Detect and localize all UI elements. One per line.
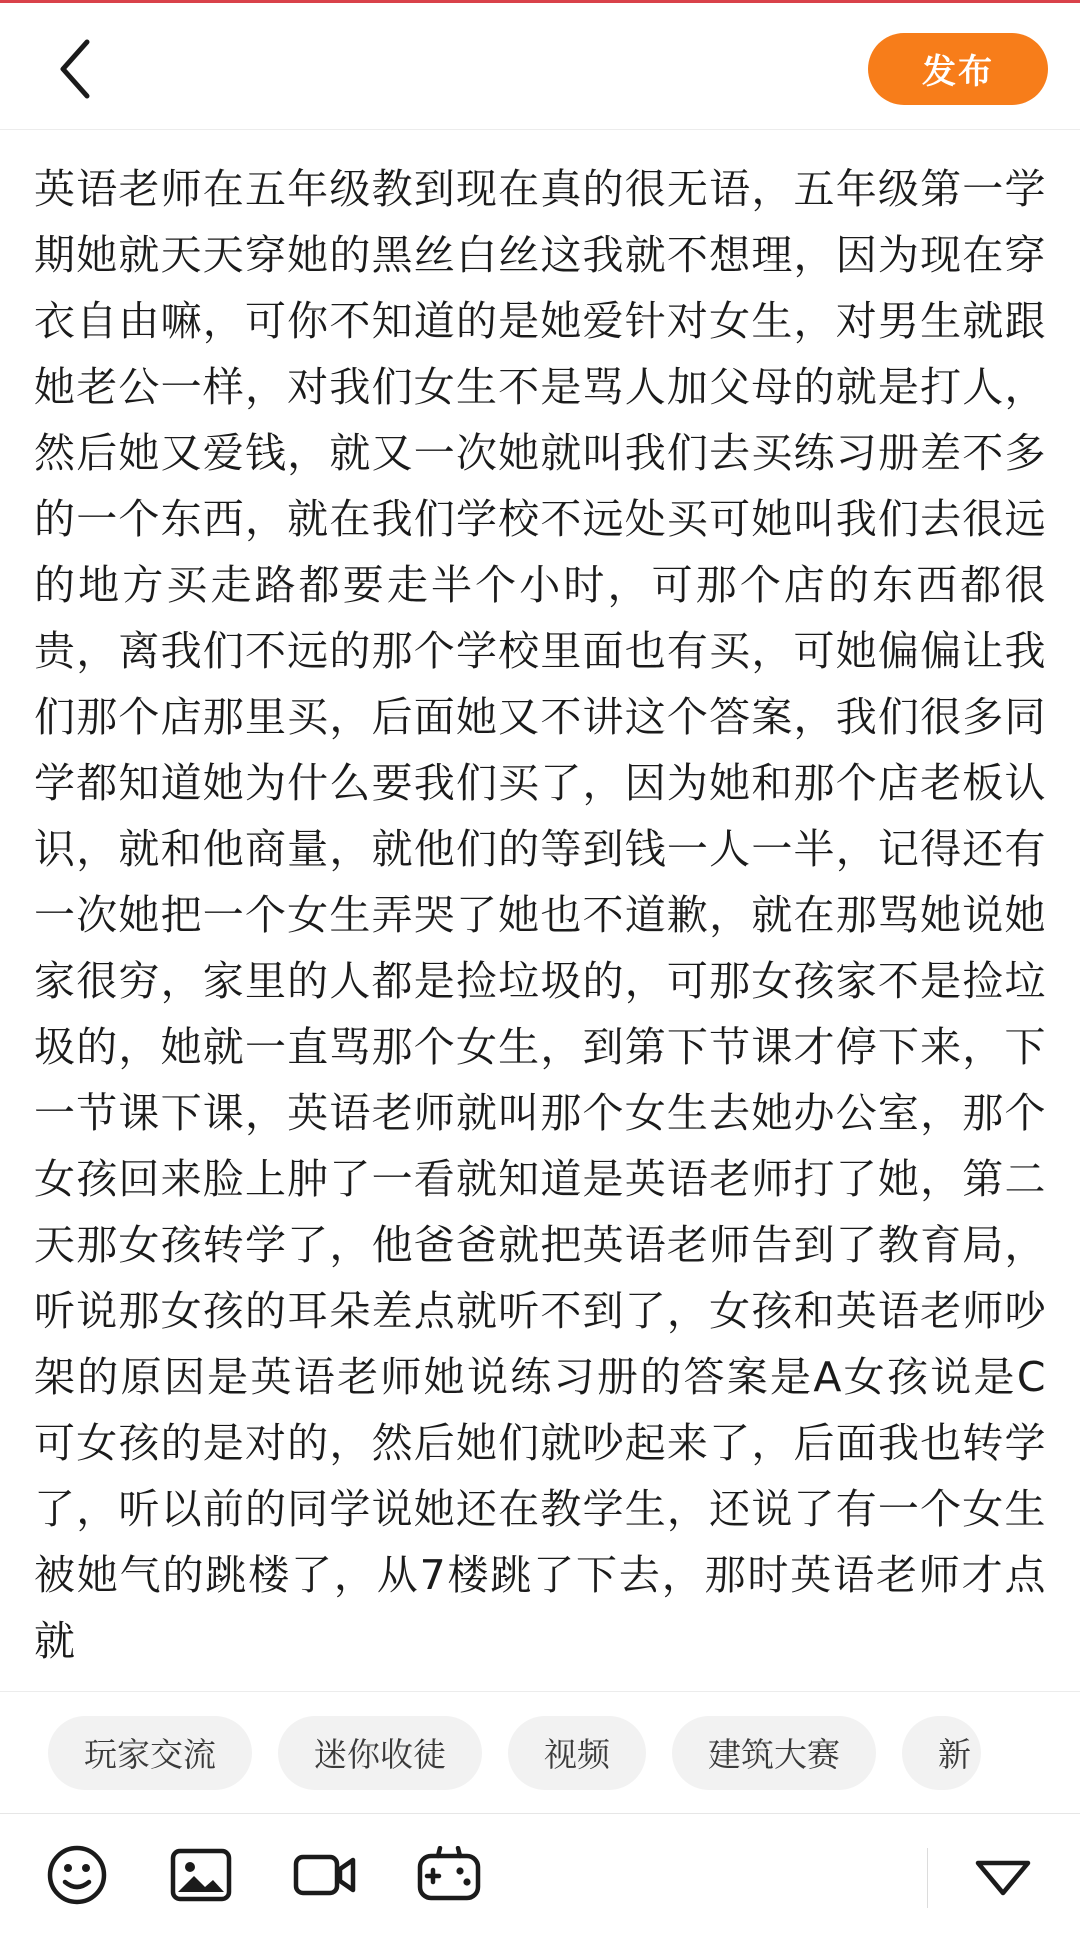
game-button[interactable]	[416, 1845, 482, 1911]
tag-chip-4[interactable]: 新	[902, 1716, 981, 1790]
back-button[interactable]	[40, 34, 110, 104]
video-camera-icon	[292, 1848, 358, 1907]
game-controller-icon	[416, 1846, 482, 1909]
post-content-area[interactable]	[0, 130, 1080, 1691]
tag-chip-1[interactable]: 迷你收徒	[278, 1716, 482, 1790]
video-button[interactable]	[292, 1845, 358, 1911]
editor-toolbar	[0, 1813, 1080, 1941]
editor-header	[0, 8, 1080, 130]
chevron-down-triangle-icon	[972, 1849, 1034, 1908]
chevron-left-icon	[55, 38, 95, 100]
emoji-smiley-icon	[46, 1844, 108, 1911]
post-text[interactable]: 英语老师在五年级教到现在真的很无语，五年级第一学期她就天天穿她的黑丝白丝这我就不想理，因为现在穿衣自由嘛，可你不知道的是她爱针对女生，对男生就跟她老公一样，对我们女生不是骂人加父母的就是打人，然后她又爱钱，就又一次她就叫我们去买练习册差不多的一个东西，就在我们学校不远处买可她叫我们去很远的地方买走路都要走半个小时，可那个店的东西都很贵，离我们不远的那个学校里面也有买，可她偏偏让我们那个店那里买，后面她又不讲这个答案，我们很多同学都知道她为什么要我们买了，因为她和那个店老板认识，就和他商量，就他们的等到钱一人一半，记得还有一次她把一个女生弄哭了她也不道歉，就在那骂她说她家很穷，家里的人都是捡垃圾的，可那女孩家不是捡垃圾的，她就一直骂那个女生，到第下节课才停下来，下一节课下课，英语老师就叫那个女生去她办公室，那个女孩回来脸上肿了一看就知道是英语老师打了她，第二天那女孩转学了，他爸爸就把英语老师告到了教育局，听说那女孩的耳朵差点就听不到了，女孩和英语老师吵架的原因是英语老师她说练习册的答案是A女孩说是C可女孩的是对的，然后她们就吵起来了，后面我也转学了，听以前的同学说她还在教学生，还说了有一个女生被她气的跳楼了，从7楼跳了下去，那时英语老师才点就	[34, 165, 1046, 1665]
publish-button[interactable]: 发布	[868, 33, 1048, 105]
collapse-keyboard-button[interactable]	[970, 1845, 1036, 1911]
tag-chip-0[interactable]: 玩家交流	[48, 1716, 252, 1790]
tag-chip-3[interactable]: 建筑大赛	[672, 1716, 876, 1790]
emoji-button[interactable]	[44, 1845, 110, 1911]
status-bar-strip	[0, 0, 1080, 8]
image-picture-icon	[169, 1845, 233, 1910]
image-button[interactable]	[168, 1845, 234, 1911]
tag-chip-2[interactable]: 视频	[508, 1716, 646, 1790]
tag-chips-row[interactable]	[0, 1691, 1080, 1813]
toolbar-divider	[927, 1848, 928, 1908]
